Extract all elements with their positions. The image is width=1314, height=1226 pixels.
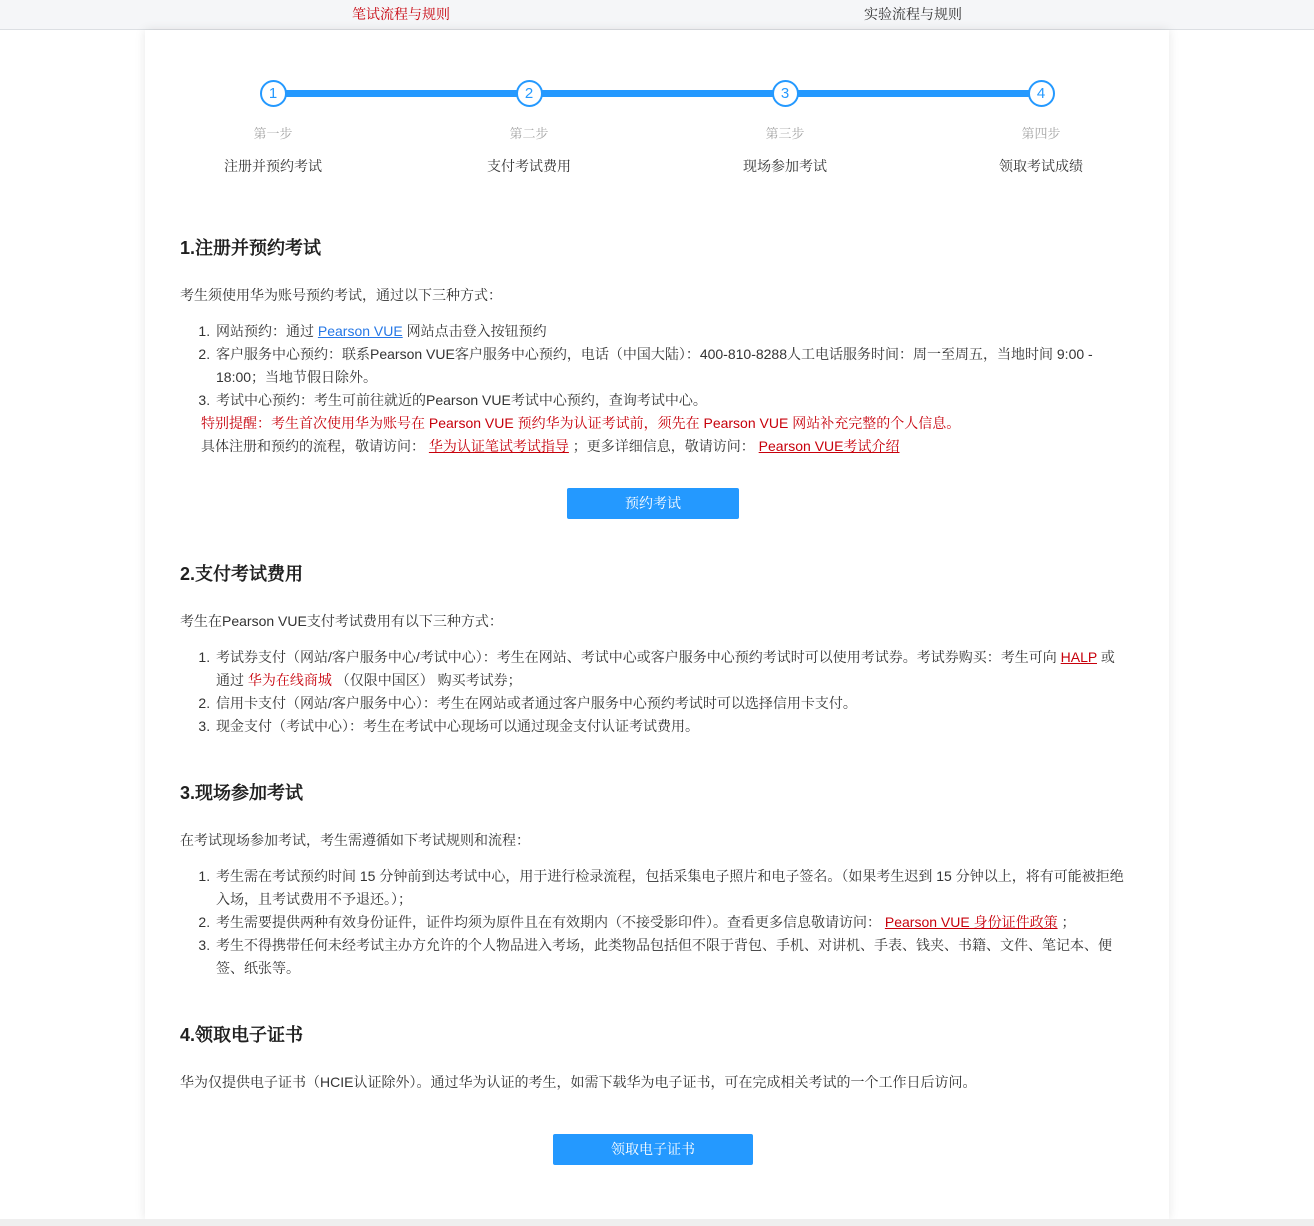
text-segment: 现金支付（考试中心）：考生在考试中心现场可以通过现金支付认证考试费用。: [216, 718, 699, 734]
text-segment: 考生需在考试预约时间 15 分钟前到达考试中心，用于进行检录流程，包括采集电子照片和电子签名。（如果考生迟到 15 分钟以上，将有可能被拒绝入场，且考试费用不予退还。）；: [216, 868, 1124, 907]
page-bottom-strip: [0, 1219, 1314, 1226]
section-intro: 华为仅提供电子证书（HCIE认证除外）。通过华为认证的考生，如需下载华为电子证书，可在完成相关考试的一个工作日后访问。: [180, 1074, 977, 1090]
section-onsite: [180, 779, 1126, 980]
list-item: [214, 646, 1126, 692]
list-item: [214, 934, 1126, 980]
note-line: [201, 435, 1126, 458]
section-intro: 考生须使用华为账号预约考试，通过以下三种方式：: [180, 287, 502, 303]
text-segment: （仅限中国区） 购买考试券；: [331, 672, 522, 688]
step-title: 支付考试费用: [487, 158, 571, 174]
step-label: 第四步: [1021, 126, 1061, 141]
step-2: [401, 80, 657, 176]
text-segment: 特别提醒：考生首次使用华为账号在 Pearson VUE 预约华为认证考试前，须先在 Pearson VUE 网站补充完整的个人信息。: [201, 415, 961, 431]
text-segment: 或通过: [216, 649, 1115, 688]
link-id-policy[interactable]: Pearson VUE 身份证件政策: [884, 914, 1058, 930]
list-item: [214, 715, 1126, 738]
step-title: 领取考试成绩: [999, 158, 1083, 174]
text-segment: 网站预约：通过: [216, 323, 318, 339]
step-title: 注册并预约考试: [224, 158, 322, 174]
content-card: [145, 30, 1169, 1219]
step-number-circle: 2: [516, 80, 543, 107]
text-segment: ；: [1057, 914, 1076, 930]
text-segment: 信用卡支付（网站/客户服务中心）：考生在网站或者通过客户服务中心预约考试时可以选择信用卡支付。: [216, 695, 857, 711]
step-1: [145, 80, 401, 176]
step-title: 现场参加考试: [743, 158, 827, 174]
step-number-circle: 3: [772, 80, 799, 107]
list-item: [214, 692, 1126, 715]
section-register: [180, 234, 1126, 519]
text-segment: 考试中心预约：考生可前往就近的Pearson VUE考试中心预约，查询考试中心。: [216, 392, 707, 408]
rule-list: [180, 320, 1126, 412]
tab-lab-exam-process[interactable]: 实验流程与规则: [864, 6, 962, 22]
section-intro: 考生在Pearson VUE支付考试费用有以下三种方式：: [180, 613, 503, 629]
rule-list: [180, 865, 1126, 980]
top-tab-bar: [0, 0, 1314, 30]
list-item: [214, 389, 1126, 412]
list-item: [214, 320, 1126, 343]
section-heading: 4.领取电子证书: [180, 1025, 304, 1045]
list-item: [214, 865, 1126, 911]
section-heading: 2.支付考试费用: [180, 564, 304, 584]
text-segment: 客户服务中心预约：联系Pearson VUE客户服务中心预约，电话（中国大陆）：400-810-8288人工电话服务时间：周一至周五，当地时间 9:00 - 18:00；当地节假日除外。: [216, 346, 1093, 385]
get-certificate-button[interactable]: 领取电子证书: [553, 1134, 753, 1165]
section-payment: [180, 560, 1126, 738]
list-item: [214, 343, 1126, 389]
text-segment: ；更多详细信息，敬请访问：: [568, 438, 759, 454]
text-segment: 考试券支付（网站/客户服务中心/考试中心）：考生在网站、考试中心或客户服务中心预约考试时可以使用考试券。考试券购买：考生可向: [216, 649, 1061, 665]
section-intro: 在考试现场参加考试，考生需遵循如下考试规则和流程：: [180, 832, 530, 848]
link-pearson-vue[interactable]: Pearson VUE: [317, 323, 403, 339]
step-3: [657, 80, 913, 176]
text-segment: 网站点击登入按钮预约: [402, 323, 547, 339]
step-number-circle: 4: [1028, 80, 1055, 107]
step-label: 第一步: [253, 126, 293, 141]
note-line: [201, 412, 1126, 435]
link-halp[interactable]: HALP: [1060, 649, 1097, 665]
exam-steps-stepper: [145, 30, 1169, 176]
step-number-circle: 1: [260, 80, 287, 107]
step-label: 第二步: [509, 126, 549, 141]
link-pearson-vue-exam-intro[interactable]: Pearson VUE考试介绍: [758, 438, 900, 454]
rule-list: [180, 646, 1126, 738]
section-certificate: [180, 1021, 1126, 1165]
text-segment: 考生需要提供两种有效身份证件，证件均须为原件且在有效期内（不接受影印件）。查看更多信息敬请访问：: [216, 914, 885, 930]
text-segment: 考生不得携带任何未经考试主办方允许的个人物品进入考场，此类物品包括但不限于背包、手机、对讲机、手表、钱夹、书籍、文件、笔记本、便签、纸张等。: [216, 937, 1112, 976]
link-written-exam-guide[interactable]: 华为认证笔试考试指导: [428, 438, 569, 454]
step-label: 第三步: [765, 126, 805, 141]
tab-written-exam-process[interactable]: 笔试流程与规则: [352, 6, 450, 22]
list-item: [214, 911, 1126, 934]
step-4: [913, 80, 1169, 176]
section-heading: 3.现场参加考试: [180, 783, 304, 803]
section-heading: 1.注册并预约考试: [180, 238, 322, 258]
book-exam-button[interactable]: 预约考试: [567, 488, 739, 519]
link-huawei-online-store[interactable]: 华为在线商城: [247, 672, 332, 688]
text-segment: 具体注册和预约的流程，敬请访问：: [201, 438, 429, 454]
